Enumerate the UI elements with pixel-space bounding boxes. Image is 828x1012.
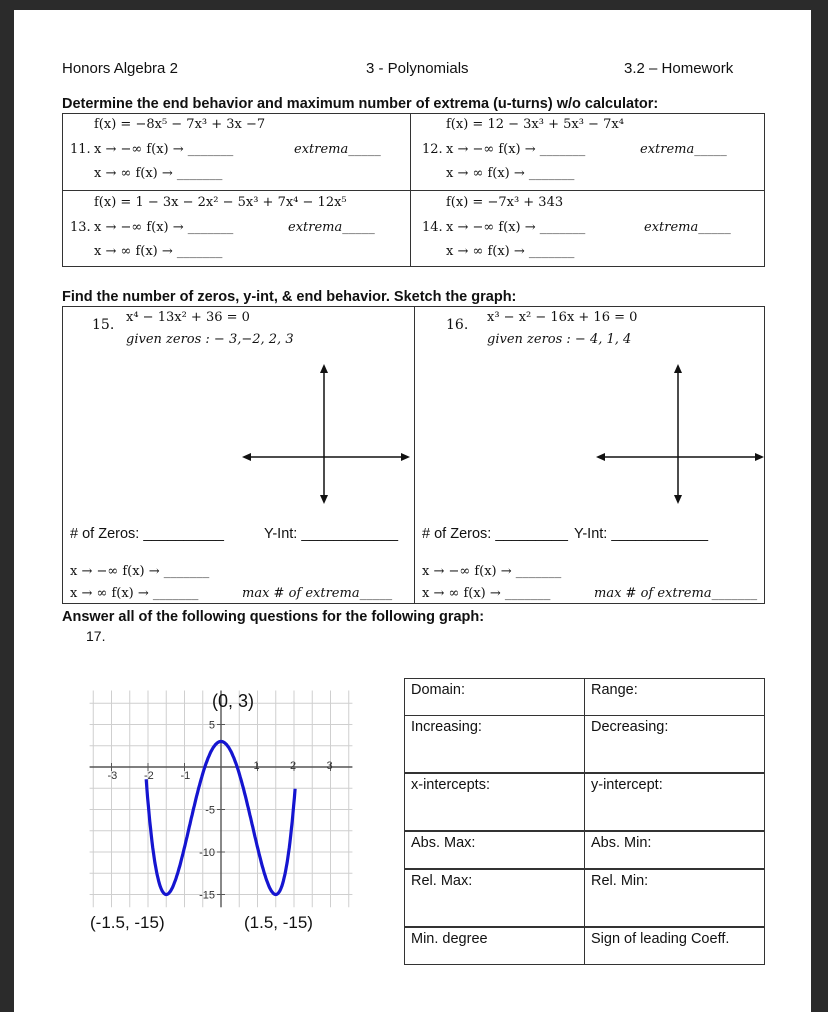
answer-cell-rel-max[interactable]: Rel. Max: — [404, 869, 585, 927]
problem-11-left-behavior: x → −∞ f(x) → _______ — [94, 142, 234, 157]
x-tick-label: -3 — [107, 770, 118, 782]
problem-12-left-behavior: x → −∞ f(x) → _______ — [446, 142, 586, 157]
problem-13-right-behavior: x → ∞ f(x) → _______ — [94, 244, 223, 259]
problem-11-number: 11. — [70, 142, 91, 157]
y-tick-label: 5 — [208, 719, 215, 732]
problem-15-left-behavior: x → −∞ f(x) → _______ — [70, 564, 210, 579]
problem-12-number: 12. — [422, 142, 443, 157]
problem-15-right-behavior: x → ∞ f(x) → _______ — [70, 586, 199, 601]
problem-11-function: f(x) = −8x⁵ − 7x³ + 3x −7 — [94, 117, 266, 132]
problem-15-zeros: # of Zeros: __________ — [70, 526, 224, 542]
problem-16-right-behavior: x → ∞ f(x) → _______ — [422, 586, 551, 601]
problem-11-right-behavior: x → ∞ f(x) → _______ — [94, 166, 223, 181]
problem-16-yint: Y-Int: ____________ — [574, 526, 709, 542]
problem-14-number: 14. — [422, 220, 443, 235]
problem-12-right-behavior: x → ∞ f(x) → _______ — [446, 166, 575, 181]
problem-16-axes[interactable] — [596, 364, 764, 504]
max-point-label: (0, 3) — [212, 691, 255, 711]
answer-cell-x-intercepts[interactable]: x-intercepts: — [404, 773, 585, 831]
graph-axes — [90, 691, 353, 908]
problem-12-function: f(x) = 12 − 3x³ + 5x³ − 7x⁴ — [446, 117, 624, 132]
problem-16-equation: x³ − x² − 16x + 16 = 0 — [487, 310, 638, 325]
y-tick-label: -15 — [199, 889, 215, 902]
problem-13-number: 13. — [70, 220, 91, 235]
problem-13-left-behavior: x → −∞ f(x) → _______ — [94, 220, 234, 235]
problem-15-axes[interactable] — [242, 364, 410, 504]
answer-cell-range[interactable]: Range: — [584, 678, 765, 716]
x-tick-label: -1 — [180, 770, 191, 782]
section1-title: Determine the end behavior and maximum number of extrema (u-turns) w/o calculator: — [62, 96, 659, 112]
assignment-title: 3.2 – Homework — [624, 60, 734, 77]
y-tick-label: -10 — [199, 847, 215, 859]
problem-16-left-behavior: x → −∞ f(x) → _______ — [422, 564, 562, 579]
answer-cell-abs-max[interactable]: Abs. Max: — [404, 831, 585, 869]
problem-11-extrema: extrema_____ — [294, 142, 381, 157]
graph-tick-labels — [108, 720, 333, 902]
answer-cell-domain[interactable]: Domain: — [404, 678, 585, 716]
problem-15-yint: Y-Int: ____________ — [264, 526, 399, 542]
problem-14-right-behavior: x → ∞ f(x) → _______ — [446, 244, 575, 259]
worksheet-page — [14, 10, 811, 1012]
x-tick-label: 3 — [326, 760, 333, 772]
x-tick-label: 2 — [290, 760, 297, 772]
problem-15-equation: x⁴ − 13x² + 36 = 0 — [126, 310, 250, 325]
answer-cell-y-intercept[interactable]: y-intercept: — [584, 773, 765, 831]
right-min-point-label: (1.5, -15) — [244, 913, 313, 932]
problem-13-function: f(x) = 1 − 3x − 2x² − 5x³ + 7x⁴ − 12x⁵ — [94, 195, 347, 210]
unit-title: 3 - Polynomials — [366, 60, 469, 77]
problem-15-given-zeros: given zeros : − 3,−2, 2, 3 — [126, 332, 294, 347]
section3-title: Answer all of the following questions for the following graph: — [62, 609, 485, 625]
section2-title: Find the number of zeros, y-int, & end behavior. Sketch the graph: — [62, 289, 517, 305]
answer-cell-rel-min[interactable]: Rel. Min: — [584, 869, 765, 927]
problem-16-given-zeros: given zeros : − 4, 1, 4 — [487, 332, 632, 347]
polynomial-graph — [76, 670, 376, 932]
problem-16-max-extrema: max # of extrema_______ — [594, 586, 758, 601]
x-tick-label: -2 — [144, 770, 154, 782]
answer-cell-decreasing[interactable]: Decreasing: — [584, 715, 765, 773]
problem-14-left-behavior: x → −∞ f(x) → _______ — [446, 220, 586, 235]
problem-15-max-extrema: max # of extrema_____ — [242, 586, 393, 601]
left-min-point-label: (-1.5, -15) — [90, 913, 165, 932]
y-tick-label: -5 — [205, 804, 215, 817]
problem-16-zeros: # of Zeros: _________ — [422, 526, 568, 542]
problem-16-number: 16. — [446, 317, 469, 333]
course-title: Honors Algebra 2 — [62, 60, 178, 77]
x-tick-label: 1 — [253, 760, 260, 772]
answer-cell-abs-min[interactable]: Abs. Min: — [584, 831, 765, 869]
problem-13-extrema: extrema_____ — [288, 220, 375, 235]
problem-14-function: f(x) = −7x³ + 343 — [446, 195, 564, 210]
problem-12-extrema: extrema_____ — [640, 142, 727, 157]
answer-cell-min-degree[interactable]: Min. degree — [404, 927, 585, 965]
answer-cell-increasing[interactable]: Increasing: — [404, 715, 585, 773]
problem-15-number: 15. — [92, 317, 115, 333]
answer-cell-sign-of-leading-coeff[interactable]: Sign of leading Coeff. — [584, 927, 765, 965]
problem-14-extrema: extrema_____ — [644, 220, 731, 235]
problem-17-number: 17. — [86, 628, 106, 644]
